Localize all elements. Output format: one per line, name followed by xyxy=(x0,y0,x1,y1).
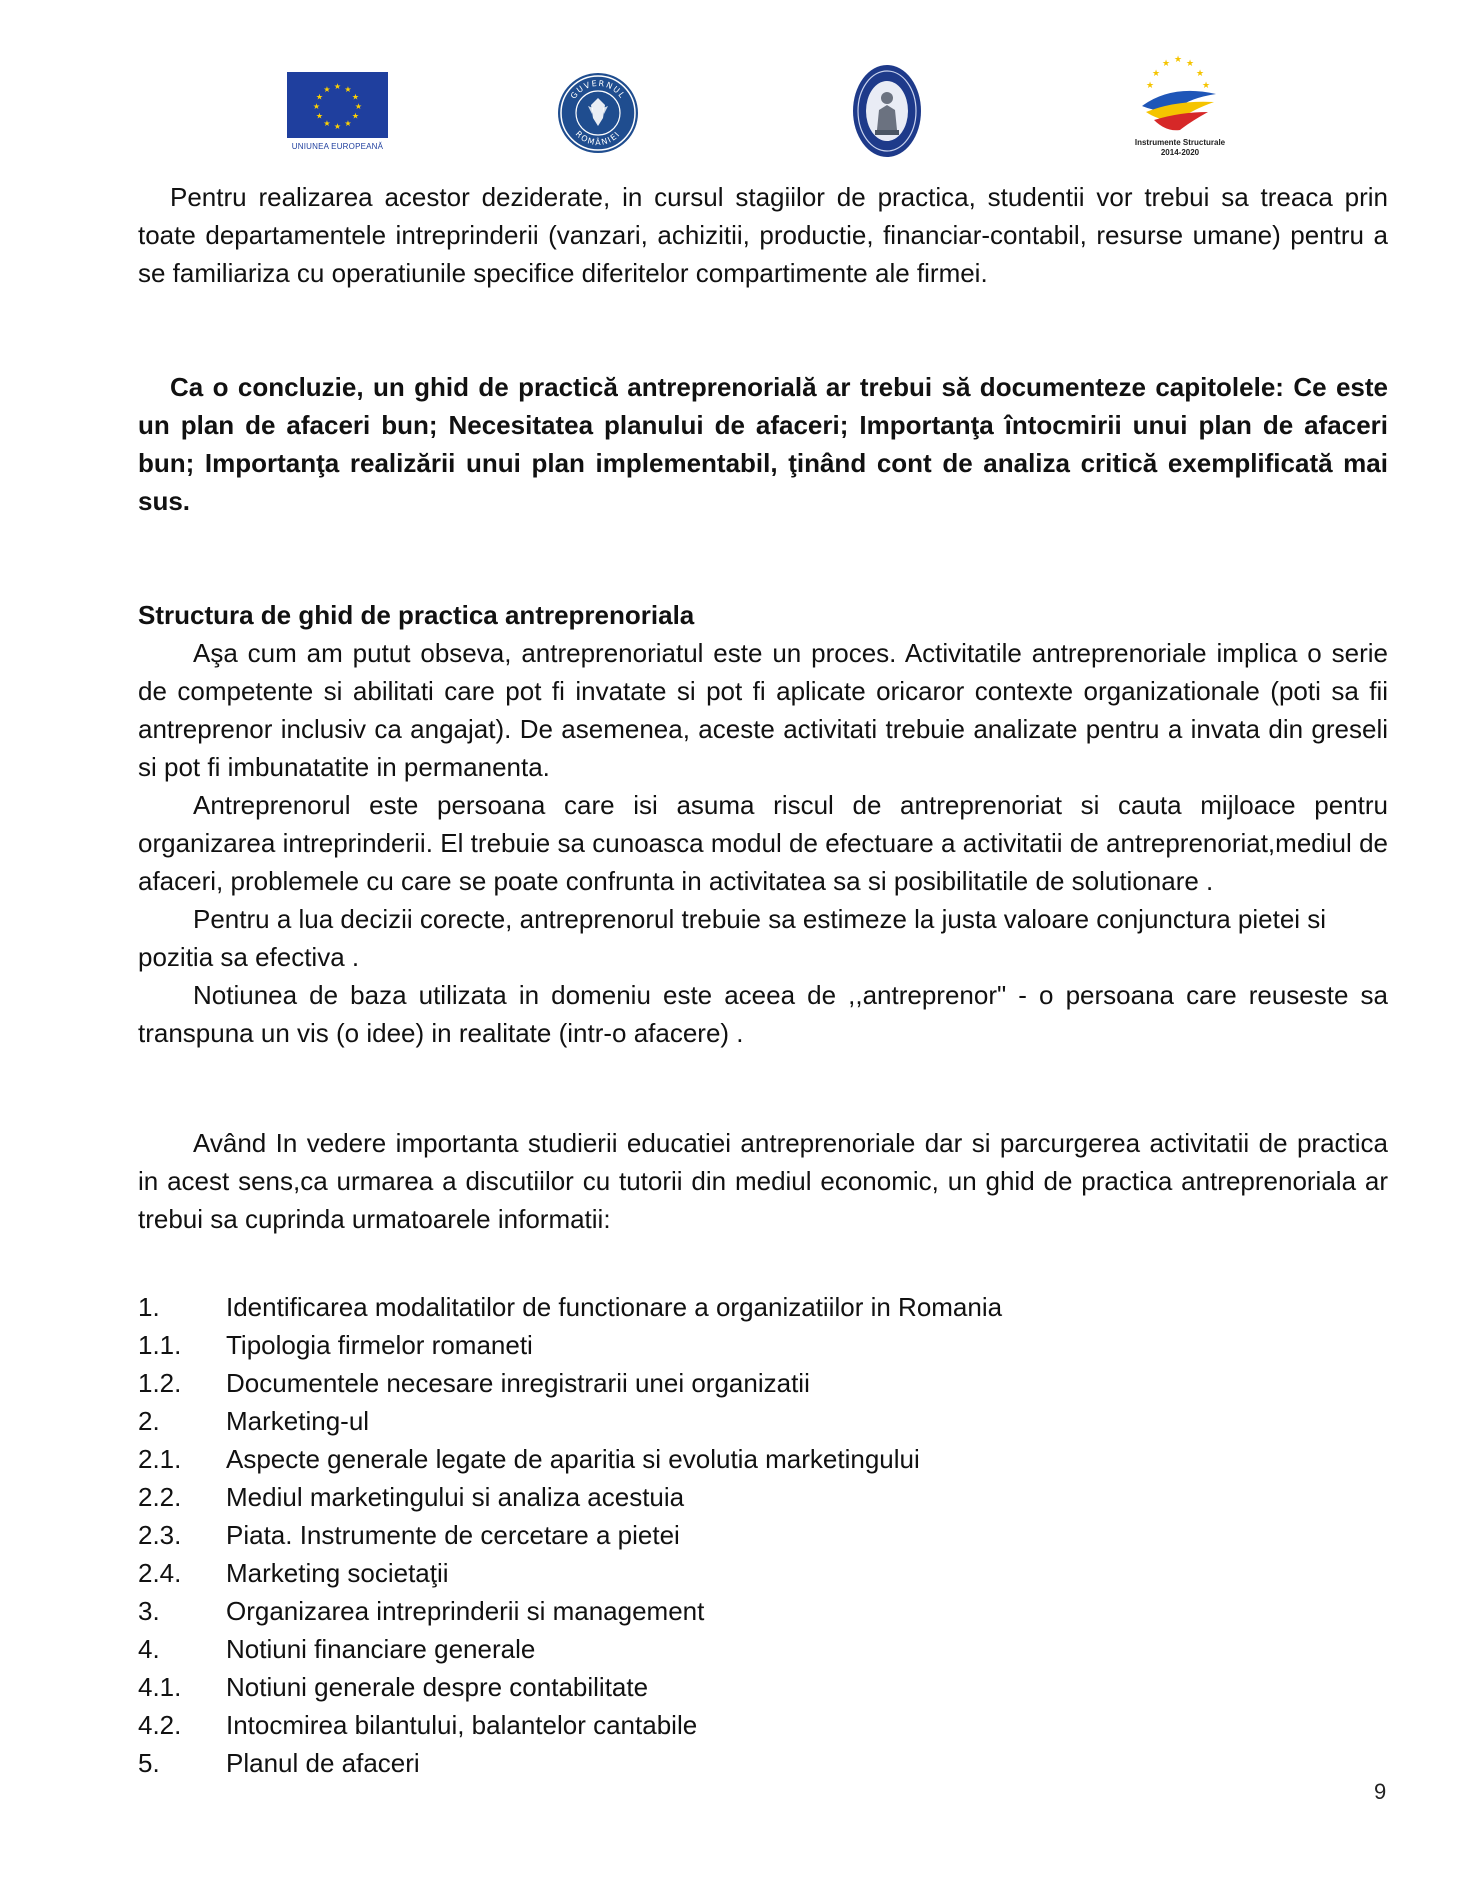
list-item-number: 2. xyxy=(138,1406,160,1436)
list-item-text: Marketing societaţii xyxy=(226,1558,449,1588)
university-seal-icon xyxy=(851,62,923,160)
svg-text:★: ★ xyxy=(323,119,331,128)
list-item-number: 1.1. xyxy=(138,1330,182,1360)
eu-flag-icon xyxy=(287,72,388,138)
list-item-text: Identificarea modalitatilor de functionare a organizatiilor in Romania xyxy=(226,1292,1003,1322)
paragraph-5: Pentru a lua decizii corecte, antreprenorul trebuie sa estimeze la justa valoare conjunctura pietei si pozitia sa efectiva . xyxy=(138,904,1327,972)
intro-list-block xyxy=(138,1124,1388,1238)
list-item-number: 2.2. xyxy=(138,1482,182,1512)
list-item-number: 1.2. xyxy=(138,1368,182,1398)
section-heading: Structura de ghid de practica antreprenoriala xyxy=(138,600,695,630)
list-item xyxy=(138,1326,1002,1364)
list-item-text: Planul de afaceri xyxy=(226,1748,420,1778)
svg-text:★: ★ xyxy=(315,92,324,102)
list-item-text: Tipologia firmelor romaneti xyxy=(226,1330,533,1360)
list-item xyxy=(138,1288,1002,1326)
svg-text:★: ★ xyxy=(312,102,321,111)
svg-text:★: ★ xyxy=(333,122,342,131)
list-item-text: Documentele necesare inregistrarii unei organizatii xyxy=(226,1368,810,1398)
svg-text:★: ★ xyxy=(351,92,360,102)
gov-text-bottom: ROMÂNIEI xyxy=(573,129,623,148)
list-item-text: Notiuni generale despre contabilitate xyxy=(226,1672,649,1702)
list-item-text: Piata. Instrumente de cercetare a pietei xyxy=(226,1520,680,1550)
eu-caption: UNIUNEA EUROPEANĂ xyxy=(291,142,384,151)
list-item-number: 2.1. xyxy=(138,1444,182,1474)
gov-text-top: GUVERNUL xyxy=(568,78,628,101)
is-caption-line1: Instrumente Structurale xyxy=(1134,138,1226,147)
list-item-text: Marketing-ul xyxy=(226,1406,370,1436)
paragraph-7: Având In vedere importanta studierii educatiei antreprenoriale dar si parcurgerea activitatii de practica in acest sens,ca urmarea a discutiilor cu tutorii din mediul economic, un ghid de practica antreprenoriala ar trebui sa cuprinda urmatoarele informatii: xyxy=(138,1128,1388,1234)
list-item-number: 2.4. xyxy=(138,1558,182,1588)
list-item-text: Organizarea intreprinderii si management xyxy=(226,1596,705,1626)
list-item xyxy=(138,1554,1002,1592)
structural-instruments-logo xyxy=(1120,54,1240,172)
list-item-text: Aspecte generale legate de aparitia si evolutia marketingului xyxy=(226,1444,920,1474)
list-item-text: Notiuni financiare generale xyxy=(226,1634,536,1664)
list-item xyxy=(138,1744,1002,1782)
structural-instruments-caption xyxy=(1120,138,1240,158)
paragraph-1: Pentru realizarea acestor deziderate, in cursul stagiilor de practica, studentii vor trebui sa treaca prin toate departamentele intreprinderii (vanzari, achizitii, productie, financiar-contabil, resurse umane) pentru a se familiariza cu operatiunile specifice diferitelor compartimente ale firmei. xyxy=(138,182,1388,288)
list-item-number: 1. xyxy=(138,1292,160,1322)
svg-text:★: ★ xyxy=(1195,69,1205,79)
svg-text:★: ★ xyxy=(1173,55,1183,65)
is-caption-line2: 2014-2020 xyxy=(1160,148,1200,157)
list-item xyxy=(138,1402,1002,1440)
header-logos xyxy=(0,55,1471,170)
conclusion-block xyxy=(138,368,1388,520)
government-seal-icon xyxy=(557,72,639,154)
list-item xyxy=(138,1668,1002,1706)
list-item xyxy=(138,1364,1002,1402)
list-item xyxy=(138,1630,1002,1668)
list-item-text: Mediul marketingului si analiza acestuia xyxy=(226,1482,685,1512)
list-item xyxy=(138,1478,1002,1516)
svg-text:★: ★ xyxy=(1201,81,1211,91)
list-item-number: 2.3. xyxy=(138,1520,182,1550)
paragraph-6: Notiunea de baza utilizata in domeniu este aceea de ,,antreprenor" - o persoana care reuseste sa transpuna un vis (o idee) in realitate (intr-o afacere) . xyxy=(138,980,1388,1048)
svg-text:★: ★ xyxy=(351,111,360,121)
structural-instruments-icon xyxy=(1120,54,1240,138)
svg-text:★: ★ xyxy=(323,85,331,94)
paragraph-3: Aşa cum am putut obseva, antreprenoriatul este un proces. Activitatile antreprenoriale implica o serie de competente si abilitati care pot fi invatate si pot fi aplicate oricaror contexte organizationale (poti sa fii antreprenor inclusiv ca angajat). De asemenea, aceste activitati trebuie analizate pentru a invata din greseli si pot fi imbunatatite in permanenta. xyxy=(138,638,1388,782)
eu-logo xyxy=(287,72,388,162)
list-item-number: 5. xyxy=(138,1748,160,1778)
svg-text:★: ★ xyxy=(354,102,363,111)
conclusion-paragraph: Ca o concluzie, un ghid de practică antreprenorială ar trebui să documenteze capitolele: Ce este un plan de afaceri bun; Necesitatea planului de afaceri; Importanţa întocmirii unui plan de afaceri bun; Importanţa realizării unui plan implementabil, ţinând cont de analiza critică exemplificată mai sus. xyxy=(138,372,1388,516)
list-item-number: 3. xyxy=(138,1596,160,1626)
list-item xyxy=(138,1516,1002,1554)
svg-text:★: ★ xyxy=(333,82,342,91)
paragraph-1-block xyxy=(138,178,1388,292)
svg-text:★: ★ xyxy=(1185,59,1195,69)
outline-list xyxy=(138,1288,1002,1782)
list-item xyxy=(138,1440,1002,1478)
svg-text:★: ★ xyxy=(315,111,324,121)
svg-text:★: ★ xyxy=(344,85,352,94)
list-item xyxy=(138,1592,1002,1630)
list-item-number: 4. xyxy=(138,1634,160,1664)
list-item-number: 4.2. xyxy=(138,1710,182,1740)
list-item-number: 4.1. xyxy=(138,1672,182,1702)
page-number: 9 xyxy=(1374,1779,1387,1804)
structure-section xyxy=(138,596,1388,1052)
list-item-text: Intocmirea bilantului, balantelor cantabile xyxy=(226,1710,698,1740)
svg-text:★: ★ xyxy=(1151,69,1161,79)
list-item xyxy=(138,1706,1002,1744)
svg-text:★: ★ xyxy=(1161,59,1171,69)
paragraph-4: Antreprenorul este persoana care isi asuma riscul de antreprenoriat si cauta mijloace pentru organizarea intreprinderii. El trebuie sa cunoasca modul de efectuare a activitatii de antreprenoriat,mediul de afaceri, problemele cu care se poate confrunta in activitatea sa si posibilitatile de solutionare . xyxy=(138,790,1388,896)
svg-text:★: ★ xyxy=(1145,81,1155,91)
svg-text:★: ★ xyxy=(344,119,352,128)
